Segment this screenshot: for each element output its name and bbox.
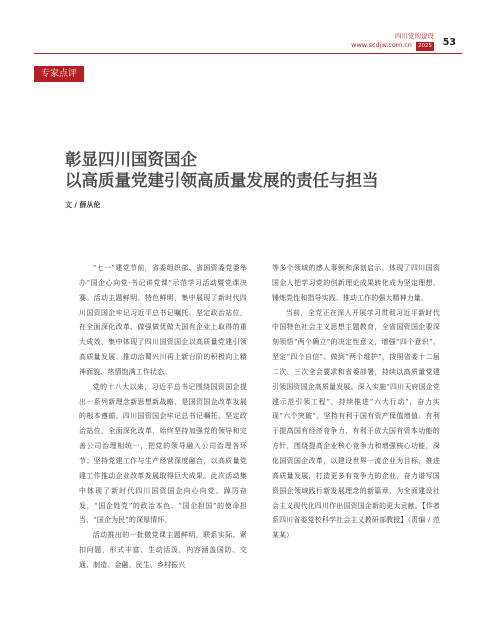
section-tag: 专家点评 (34, 66, 84, 82)
title-line-1: 彰显四川国资国企 (65, 150, 197, 169)
article-author: 文 / 薛从伦 (65, 201, 101, 209)
page-number: 53 (442, 37, 456, 48)
header-divider (34, 53, 462, 54)
magazine-name: 四川党的建设 (395, 32, 434, 40)
issue-badge: 2025 (418, 43, 432, 49)
paragraph: 活动推出的一批微党课主题鲜明，联系实际、紧扣问题，形式丰富、生动活泼，内容涵盖国防、交通、制造、金融、民生、乡村振兴 (79, 531, 247, 569)
article-title (65, 149, 445, 191)
paragraph: “七一”建党节前，省委组织部、省国资委党委举办“国企心向党·书记讲党课”示范学习活动暨党课决赛。活动主题鲜明、特色鲜明，集中展现了新时代四川国资国企牢记习近平总书记嘱托、坚定政治站位，在全面深化改革、做强做优做大国有企业上取得的重大成效，集中体现了四川国资国企以高质量党建引领高质量发展、推动治蜀兴川再上新台阶的积极向上精神面貌、热情饱满工作状态。 (79, 264, 247, 376)
title-line-2: 以高质量党建引领高质量发展的责任与担当 (65, 171, 379, 190)
body-column-left (79, 261, 247, 573)
paragraph: 当前，全党正在深入开展学习贯彻习近平新时代中国特色社会主义思想主题教育，全省国资国企要深刻领悟“两个确立”的决定性意义，增强“四个意识”、坚定“四个自信”、做到“两个维护”，按照省委十二届二次、三次全会要求和省委部署，持续以高质量党建引领国资国企高质量发展。深入实施“四川天府国企党建示范引领工程”，持续推进“六大行动”，奋力实现“六个突破”。坚持有利于国有资产保值增值、有利于提高国有经济竞争力、有利于放大国有资本功能的方针，围绕提高企业核心竞争力和增强核心功能，深化国资国企改革，以建设世界一流企业为目标，推进高质量发展，打造更多有竞争力的企业，奋力谱写国资国企领域践行新发展理念的新篇章，为全面建设社会主义现代化四川作出国资国企新的更大贡献。【作者系四川省委党校科学社会主义教研部教授】（责编 / 范某某） (272, 308, 440, 540)
body-column-right (272, 261, 440, 543)
magazine-url: www.scdjw.com.cn (351, 41, 412, 49)
paragraph: 党的十八大以来，习近平总书记围绕国资国企提出一系列新理念新思想新战略，是国资国企改革发展的根本遵循。四川国资国企牢记总书记嘱托，坚定政治站位，全面深化改革，始终坚持加强党的领导和完善公司治理相统一，把党的领导融入公司治理各环节；坚持党建工作与生产经营深度融合，以高质量党建工作推动企业改革发展取得巨大成果。此次活动集中体现了新时代四川国资国企向心向党、踔厉奋发，“国企姓党”的政治本色、“国企担国”的使命担当、“国企为民”的深厚情怀。 (79, 382, 247, 525)
paragraph: 等多个领域的感人事例和深刻启示，体现了四川国资国企人把学习党的创新理论成果转化成为坚定理想、锤炼党性和指导实践、推动工作的强大精神力量。 (272, 264, 440, 302)
magazine-header (351, 32, 434, 51)
